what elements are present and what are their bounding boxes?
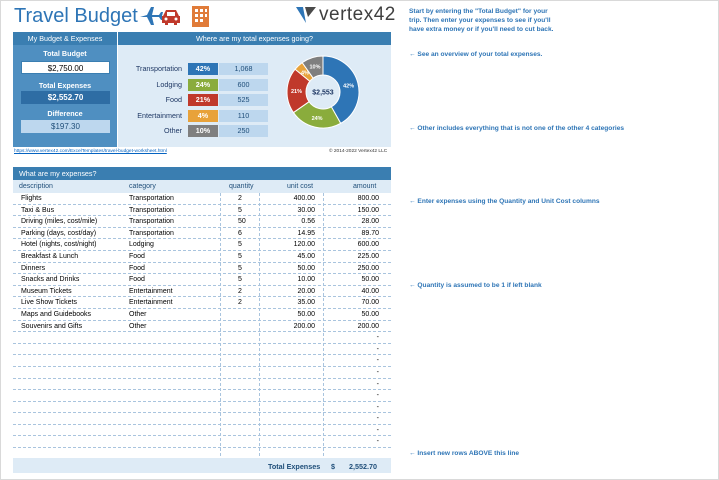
cell-unit-cost[interactable]: 0.56 — [301, 218, 315, 226]
table-row[interactable] — [13, 216, 391, 228]
cell-amount: 40.00 — [361, 287, 379, 295]
currency-symbol: $ — [331, 462, 335, 471]
cell-description[interactable]: Driving (miles, cost/mile) — [21, 218, 98, 226]
vertex42-logo-icon — [295, 5, 317, 25]
cell-category[interactable]: Food — [129, 276, 145, 284]
category-name: Other — [164, 126, 182, 135]
category-value: 600 — [219, 79, 268, 91]
category-name: Entertainment — [137, 110, 182, 120]
table-row[interactable] — [13, 390, 391, 402]
cell-quantity[interactable]: 50 — [238, 218, 246, 226]
quantity-note: ← Quantity is assumed to be 1 if left blank — [409, 282, 542, 289]
total-budget-label: Total Budget — [43, 49, 87, 58]
cell-quantity[interactable]: 2 — [238, 299, 242, 307]
column-divider — [259, 193, 260, 456]
table-row[interactable] — [13, 309, 391, 321]
table-row[interactable] — [13, 367, 391, 379]
cell-unit-cost[interactable]: 45.00 — [297, 252, 315, 260]
col-description: description — [19, 183, 53, 190]
cell-unit-cost[interactable]: 120.00 — [293, 241, 315, 249]
table-row[interactable] — [13, 274, 391, 286]
cell-unit-cost[interactable]: 35.00 — [297, 299, 315, 307]
table-row[interactable] — [13, 205, 391, 217]
category-row — [118, 125, 268, 137]
cell-category[interactable]: Transportation — [129, 195, 174, 202]
category-percent: 4% — [188, 110, 218, 122]
cell-description[interactable]: Breakfast & Lunch — [21, 252, 79, 260]
category-value: 110 — [219, 110, 268, 122]
cell-amount: 89.70 — [361, 229, 379, 237]
cell-description[interactable]: Souvenirs and Gifts — [21, 322, 83, 330]
expenses-table-header — [13, 180, 391, 193]
category-value: 1,068 — [219, 63, 268, 75]
overview-heading: Where are my total expenses going? — [118, 32, 391, 45]
table-row[interactable] — [13, 413, 391, 425]
cell-description[interactable]: Hotel (nights, cost/night) — [21, 241, 97, 249]
pie-label-transportation: 42% — [343, 83, 355, 90]
category-percent: 24% — [188, 79, 218, 91]
expenses-table-body — [13, 193, 391, 448]
category-value: 250 — [219, 125, 268, 137]
cell-quantity[interactable]: 5 — [238, 276, 242, 284]
table-row[interactable] — [13, 193, 391, 205]
col-amount: amount — [353, 183, 377, 190]
cell-amount: - — [376, 368, 379, 376]
cell-amount: - — [376, 392, 379, 400]
cell-unit-cost[interactable]: 50.00 — [297, 264, 315, 272]
cell-unit-cost[interactable]: 30.00 — [297, 206, 315, 214]
cell-description[interactable]: Snacks and Drinks — [21, 276, 80, 284]
building-icon — [192, 6, 209, 27]
expenses-table-heading: What are my expenses? — [13, 167, 391, 180]
category-value: 525 — [219, 94, 268, 106]
table-row[interactable] — [13, 239, 391, 251]
category-percent: 21% — [188, 94, 218, 106]
cell-amount: 28.00 — [361, 218, 379, 226]
car-icon — [162, 10, 180, 25]
logo-text: vertex42 — [319, 4, 396, 25]
cell-category[interactable]: Food — [129, 252, 145, 260]
table-row[interactable] — [13, 286, 391, 298]
table-row[interactable] — [13, 355, 391, 367]
pie-center-label: $2,553 — [312, 89, 334, 97]
summary-heading: My Budget & Expenses — [13, 32, 117, 45]
cell-amount: - — [376, 426, 379, 434]
cell-amount: 50.00 — [361, 310, 379, 318]
summary-panel — [13, 45, 117, 147]
template-link[interactable]: https://www.vertex42.com/ExcelTemplates/travel-budget-worksheet.html — [14, 149, 167, 154]
total-expenses-row-value: 2,552.70 — [349, 462, 377, 471]
cell-description[interactable]: Flights — [21, 195, 42, 202]
pie-label-entertainment: 4% — [300, 70, 309, 77]
vertex42-logo — [295, 4, 396, 27]
total-expenses-row — [13, 458, 391, 473]
other-note: ← Other includes everything that is not one of the other 4 categories — [409, 125, 625, 132]
cell-amount: 600.00 — [357, 241, 379, 249]
cell-unit-cost[interactable]: 200.00 — [293, 322, 315, 330]
cell-quantity[interactable]: 5 — [238, 252, 242, 260]
cell-quantity[interactable]: 5 — [238, 206, 242, 214]
table-row[interactable] — [13, 344, 391, 356]
category-row — [118, 79, 268, 91]
cell-category[interactable]: Lodging — [129, 241, 154, 249]
table-row[interactable] — [13, 297, 391, 309]
total-budget-input[interactable]: $2,750.00 — [21, 61, 110, 74]
cell-amount: 200.00 — [357, 322, 379, 330]
column-divider — [220, 193, 221, 456]
category-percent: 42% — [188, 63, 218, 75]
overview-panel — [118, 45, 391, 147]
cell-amount: - — [376, 334, 379, 342]
expense-pie-chart — [285, 54, 361, 130]
table-row[interactable] — [13, 251, 391, 263]
cell-quantity[interactable]: 6 — [238, 229, 242, 237]
total-expenses-row-label: Total Expenses — [268, 462, 321, 471]
category-row — [118, 63, 268, 75]
column-divider — [323, 193, 324, 456]
cell-category[interactable]: Food — [129, 264, 145, 272]
intro-note — [409, 7, 553, 35]
category-percent: 10% — [188, 125, 218, 137]
cell-amount: - — [376, 403, 379, 411]
table-row[interactable] — [13, 425, 391, 437]
cell-amount: - — [376, 345, 379, 353]
category-name: Lodging — [156, 79, 182, 89]
cell-unit-cost[interactable]: 10.00 — [297, 276, 315, 284]
travel-icons — [139, 4, 215, 28]
difference-value: $197.30 — [21, 120, 110, 133]
cell-description[interactable]: Live Show Tickets — [21, 299, 78, 307]
cell-description[interactable]: Maps and Guidebooks — [21, 310, 92, 318]
cell-amount: - — [376, 357, 379, 365]
difference-label: Difference — [47, 109, 83, 118]
cell-category[interactable]: Other — [129, 310, 147, 318]
col-category: category — [129, 183, 156, 190]
col-quantity: quantity — [229, 183, 254, 190]
table-row[interactable] — [13, 402, 391, 414]
category-row — [118, 94, 268, 106]
cell-unit-cost[interactable]: 400.00 — [293, 195, 315, 202]
cell-quantity[interactable]: 2 — [238, 287, 242, 295]
cell-amount: 150.00 — [357, 206, 379, 214]
total-expenses-label: Total Expenses — [38, 81, 92, 90]
total-expenses-value: $2,552.70 — [21, 91, 110, 104]
category-row — [118, 110, 268, 122]
pie-label-lodging: 24% — [311, 115, 323, 122]
cell-category[interactable]: Entertainment — [129, 299, 173, 307]
cell-unit-cost[interactable]: 50.00 — [297, 310, 315, 318]
table-row[interactable] — [13, 263, 391, 275]
cell-category[interactable]: Other — [129, 322, 147, 330]
cell-amount: - — [376, 415, 379, 423]
cell-amount: 250.00 — [357, 264, 379, 272]
table-row[interactable] — [13, 321, 391, 333]
page-title: Travel Budget — [14, 5, 138, 27]
cell-amount: 50.00 — [361, 276, 379, 284]
intro-line-1: Start by entering the "Total Budget" for your — [409, 8, 548, 15]
category-name: Transportation — [135, 64, 182, 73]
cell-quantity[interactable]: 5 — [238, 264, 242, 272]
cell-category[interactable]: Entertainment — [129, 287, 173, 295]
intro-line-3: have extra money or if you'll need to cut back. — [409, 26, 554, 34]
cell-amount: 800.00 — [357, 195, 379, 202]
copyright-text: © 2014-2022 Vertex42 LLC — [329, 149, 388, 154]
enter-note: ← Enter expenses using the Quantity and Unit Cost columns — [409, 198, 600, 205]
overview-note: ← See an overview of your total expenses. — [409, 51, 543, 58]
cell-description[interactable]: Museum Tickets — [21, 287, 72, 295]
cell-quantity[interactable]: 2 — [238, 195, 242, 202]
airplane-icon — [140, 7, 163, 25]
cell-amount: 225.00 — [357, 252, 379, 260]
table-row[interactable] — [13, 228, 391, 240]
cell-category[interactable]: Transportation — [129, 218, 174, 226]
cell-amount: - — [376, 380, 379, 388]
insert-note: ← Insert new rows ABOVE this line — [409, 450, 520, 457]
cell-unit-cost[interactable]: 20.00 — [297, 287, 315, 295]
intro-line-2: trip. Then enter your expenses to see if you'll — [409, 17, 551, 25]
cell-category[interactable]: Transportation — [129, 206, 174, 214]
cell-quantity[interactable]: 5 — [238, 241, 242, 249]
category-list — [118, 45, 273, 147]
table-row[interactable] — [13, 332, 391, 344]
cell-category[interactable]: Transportation — [129, 229, 174, 237]
table-row[interactable] — [13, 436, 391, 448]
cell-description[interactable]: Taxi & Bus — [21, 206, 55, 214]
cell-amount: - — [376, 438, 379, 446]
pie-label-food: 21% — [291, 88, 303, 95]
pie-label-other: 10% — [309, 64, 321, 71]
cell-amount: 70.00 — [361, 299, 379, 307]
cell-description[interactable]: Parking (days, cost/day) — [21, 229, 97, 237]
cell-description[interactable]: Dinners — [21, 264, 46, 272]
col-unit-cost: unit cost — [287, 183, 314, 190]
category-name: Food — [165, 95, 182, 104]
cell-unit-cost[interactable]: 14.95 — [297, 229, 315, 237]
table-row[interactable] — [13, 379, 391, 391]
